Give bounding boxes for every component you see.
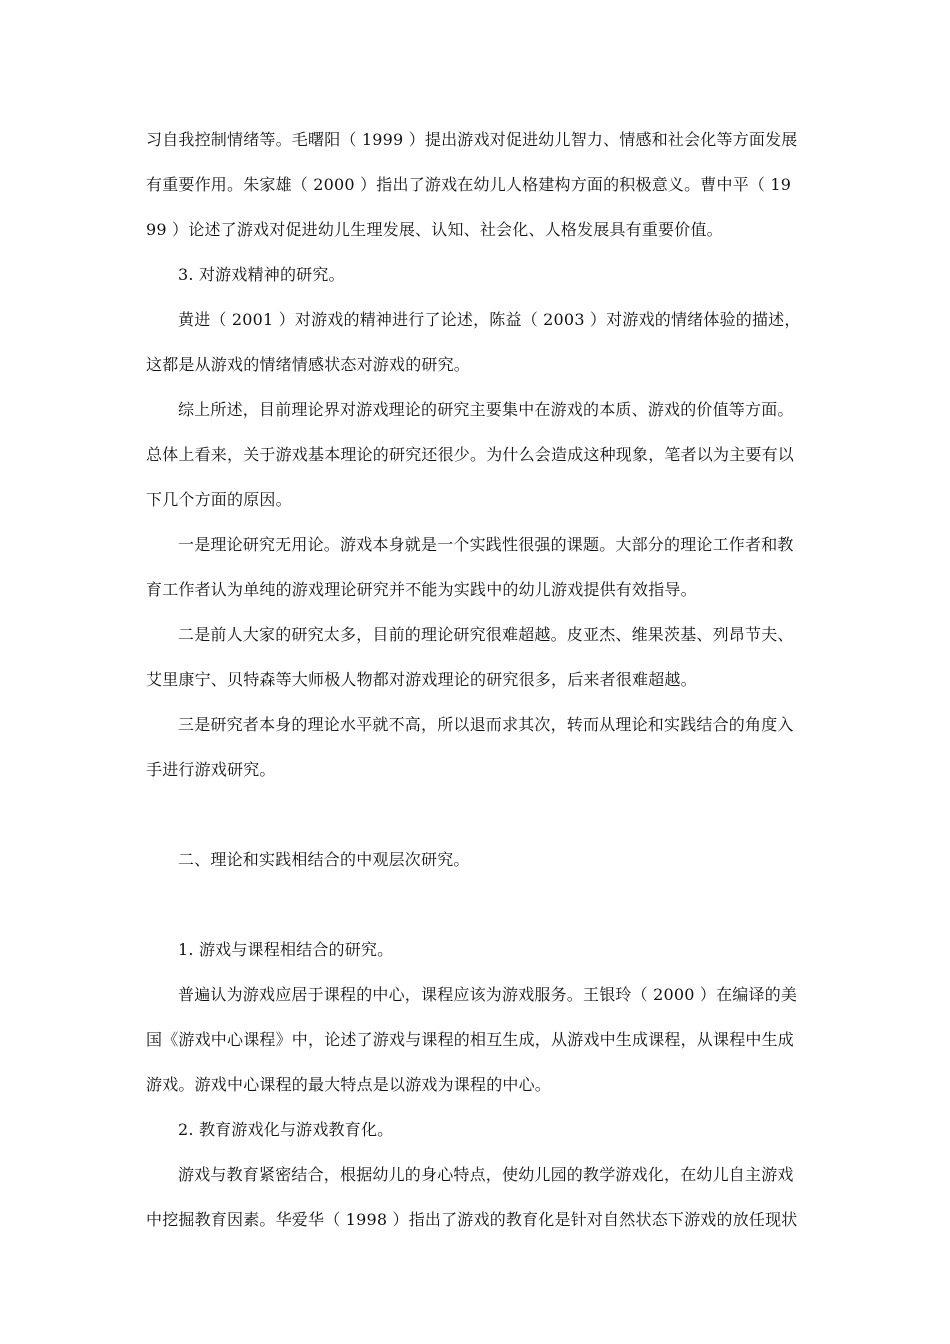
text-line: 习自我控制情绪等。毛曙阳（ 1999 ）提出游戏对促进幼儿智力、情感和社会化等方面发展	[146, 130, 798, 149]
text-line: 手进行游戏研究。	[146, 760, 276, 779]
text-line: 二是前人大家的研究太多，目前的理论研究很难超越。皮亚杰、维果茨基、列昂节夫、	[178, 625, 794, 644]
text-line: 三是研究者本身的理论水平就不高，所以退而求其次，转而从理论和实践结合的角度入	[178, 715, 794, 734]
text-line: 艾里康宁、贝特森等大师极人物都对游戏理论的研究很多，后来者很难超越。	[146, 670, 697, 689]
text-line: 99 ）论述了游戏对促进幼儿生理发展、认知、社会化、人格发展具有重要价值。	[146, 220, 723, 239]
text-line: 普遍认为游戏应居于课程的中心，课程应该为游戏服务。王银玲（ 2000 ）在编译的美	[178, 985, 798, 1004]
text-line: 游戏。游戏中心课程的最大特点是以游戏为课程的中心。	[146, 1075, 552, 1094]
text-line: 国《游戏中心课程》中，论述了游戏与课程的相互生成，从游戏中生成课程，从课程中生成	[146, 1030, 795, 1049]
text-line: 黄进（ 2001 ）对游戏的精神进行了论述，陈益（ 2003 ）对游戏的情绪体验的描述，	[178, 310, 801, 329]
text-line: 下几个方面的原因。	[146, 490, 292, 509]
text-line: 一是理论研究无用论。游戏本身就是一个实践性很强的课题。大部分的理论工作者和教	[178, 535, 794, 554]
section-heading: 3. 对游戏精神的研究。	[178, 265, 345, 284]
text-line: 综上所述，目前理论界对游戏理论的研究主要集中在游戏的本质、游戏的价值等方面。	[178, 400, 794, 419]
text-line: 这都是从游戏的情绪情感状态对游戏的研究。	[146, 355, 471, 374]
section-heading: 2. 教育游戏化与游戏教育化。	[178, 1120, 394, 1139]
text-line: 总体上看来，关于游戏基本理论的研究还很少。为什么会造成这种现象，笔者以为主要有以	[146, 445, 795, 464]
text-line: 育工作者认为单纯的游戏理论研究并不能为实践中的幼儿游戏提供有效指导。	[146, 580, 697, 599]
text-line: 中挖掘教育因素。华爱华（ 1998 ）指出了游戏的教育化是针对自然状态下游戏的放任现状	[146, 1210, 798, 1229]
text-line: 有重要作用。朱家雄（ 2000 ）指出了游戏在幼儿人格建构方面的积极意义。曹中平（ 19	[146, 175, 792, 194]
section-heading: 1. 游戏与课程相结合的研究。	[178, 940, 394, 959]
section-heading: 二、理论和实践相结合的中观层次研究。	[178, 850, 470, 869]
text-line: 游戏与教育紧密结合，根据幼儿的身心特点，使幼儿园的教学游戏化，在幼儿自主游戏	[178, 1165, 794, 1184]
